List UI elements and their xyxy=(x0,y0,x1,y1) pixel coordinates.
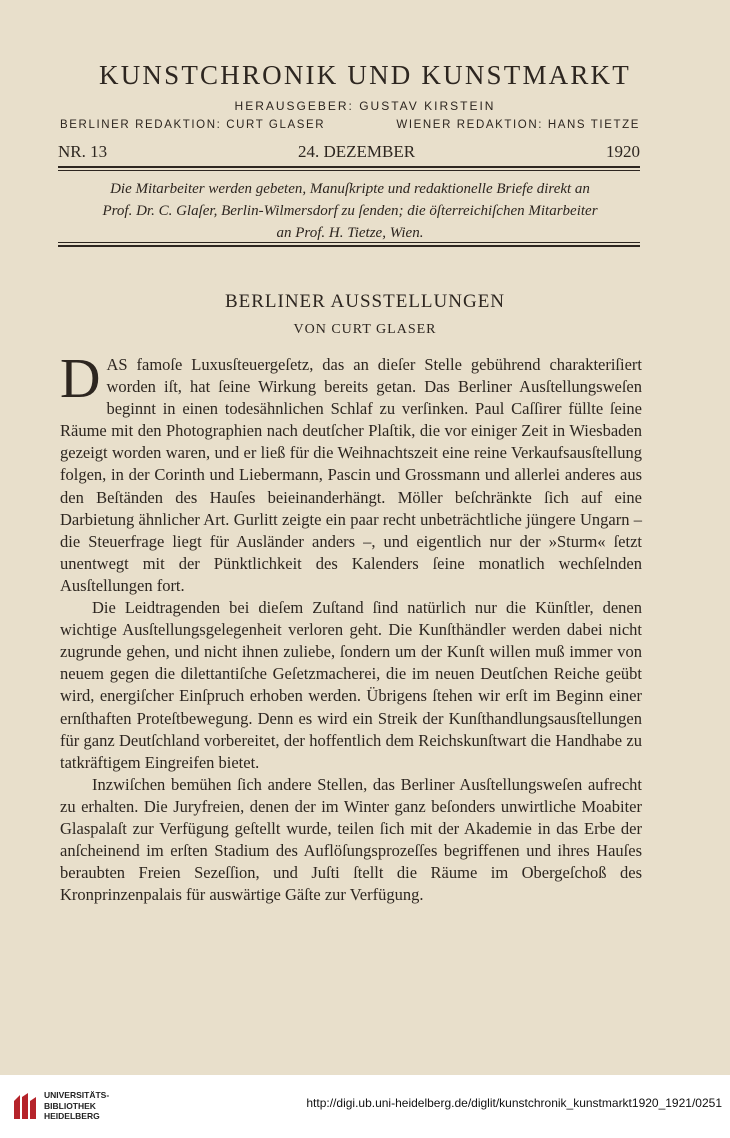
publisher-line: HERAUSGEBER: GUSTAV KIRSTEIN xyxy=(234,99,496,113)
issue-date: 24. DEZEMBER xyxy=(298,142,416,161)
issue-year: 1920 xyxy=(605,142,640,161)
editors-line xyxy=(60,119,640,131)
article-body xyxy=(60,348,642,906)
library-name xyxy=(44,1090,109,1122)
journal-title: KUNSTCHRONIK UND KUNSTMARKT xyxy=(99,60,631,90)
article-title: BERLINER AUSSTELLUNGEN xyxy=(224,291,506,312)
footer-bar xyxy=(0,1075,730,1138)
notice-rule-thick xyxy=(58,245,640,247)
issue-number: NR. 13 xyxy=(58,142,108,161)
paragraph-3: Inzwiſchen bemühen ſich andere Stellen, das Berliner Ausſtellungsweſen aufrecht zu erhalten. Die Juryfreien, denen der im Winter ganz beſonders unwirtliche Moabiter Glaspalaſt zur Verfügung geſtellt wurde, teilen ſich mit der Akademie in das Erbe der anſcheinend im erſten Stadium des Auflöſungsprozeſſes begriffenen und ihres Hauſes beraubten Freien Sezeſſion, und Juſti ſtellt die Räume im Obergeſchoß des Kronprinzenpalais für auswärtige Gäſte zur Verfügung. xyxy=(60,774,642,905)
library-name-line-1: UNIVERSITÄTS- xyxy=(44,1090,110,1100)
berlin-editor: BERLINER REDAKTION: CURT GLASER xyxy=(60,119,326,131)
header-rule-thin xyxy=(58,170,640,171)
drop-cap: D xyxy=(60,348,101,410)
contributor-notice xyxy=(60,178,640,244)
university-library-logo-icon xyxy=(10,1091,38,1121)
notice-line-2: Prof. Dr. C. Glaſer, Berlin-Wilmersdorf zu ſenden; die öſterreichiſchen Mitarbeiter xyxy=(102,203,598,219)
paragraph-1-text: AS famoſe Luxusſteuergeſetz, das an dieſer Stelle gebührend charakteriſiert worden iſt, hat ſeine Wirkung bereits getan. Das Berliner Ausſtellungsweſen beginnt in einen todesähnlichen Schlaf zu verſinken. Paul Caſſirer füllte ſeine Räume mit den Photographien nach deutſcher Plaſtik, die vor einiger Zeit in Wiesbaden gezeigt worden waren, und er ließ für die Weihnachtszeit eine reine Verkaufsausſtellung folgen, in der Corinth und Liebermann, Pascin und Grossmann und allerlei anderes aus den Beſtänden des Hauſes beieinanderhängt. Möller beſchränkte ſich auf eine Darbietung ähnlicher Art. Gurlitt zeigte ein paar recht unbeträchtliche jüngere Ungarn – die Steuerfrage liegt für Ausländer anders –, und eigentlich nur der »Sturm« ſetzt unentwegt mit der Pünktlichkeit des Kalenders ſeine monatlich wechſelnden Ausſtellungen fort. xyxy=(60,355,642,595)
paragraph-2: Die Leidtragenden bei dieſem Zuſtand ſind natürlich nur die Künſtler, denen wichtige Ausſtellungsgelegenheit verloren geht. Die Kunſthändler werden dabei nicht zugrunde gehen, und nicht ihnen zuliebe, ſondern um der Kunſt willen muß immer von neuem gegen die dilettantiſche Geſetzmacherei, die im neuen Deutſchen Reiche geübt wird, energiſcher Einſpruch erhoben werden. Übrigens ſtehen wir erſt im Beginn einer ernſthaften Proteſtbewegung. Denn es wird ein Streik der Kunſthandlungsausſtellungen für ganz Deutſchland vorbereitet, der hoffentlich dem Reichskunſtwart die Handhabe zu tatkräftigem Eingreifen bietet. xyxy=(60,598,642,772)
source-url[interactable]: http://digi.ub.uni-heidelberg.de/diglit/kunstchronik_kunstmarkt1920_1921/0251 xyxy=(306,1096,722,1110)
notice-line-3: an Prof. H. Tietze, Wien. xyxy=(276,225,424,241)
notice-line-1: Die Mitarbeiter werden gebeten, Manuſkripte und redaktionelle Briefe direkt an xyxy=(110,181,590,197)
library-name-line-2: BIBLIOTHEK xyxy=(44,1100,96,1111)
issue-row xyxy=(58,142,640,162)
header-rule-top xyxy=(58,166,640,168)
article-byline: VON CURT GLASER xyxy=(293,322,437,337)
notice-rule-thin xyxy=(58,242,640,243)
paragraph-1 xyxy=(60,348,642,597)
vienna-editor: WIENER REDAKTION: HANS TIETZE xyxy=(396,119,640,131)
library-name-line-3: HEIDELBERG xyxy=(44,1111,100,1121)
